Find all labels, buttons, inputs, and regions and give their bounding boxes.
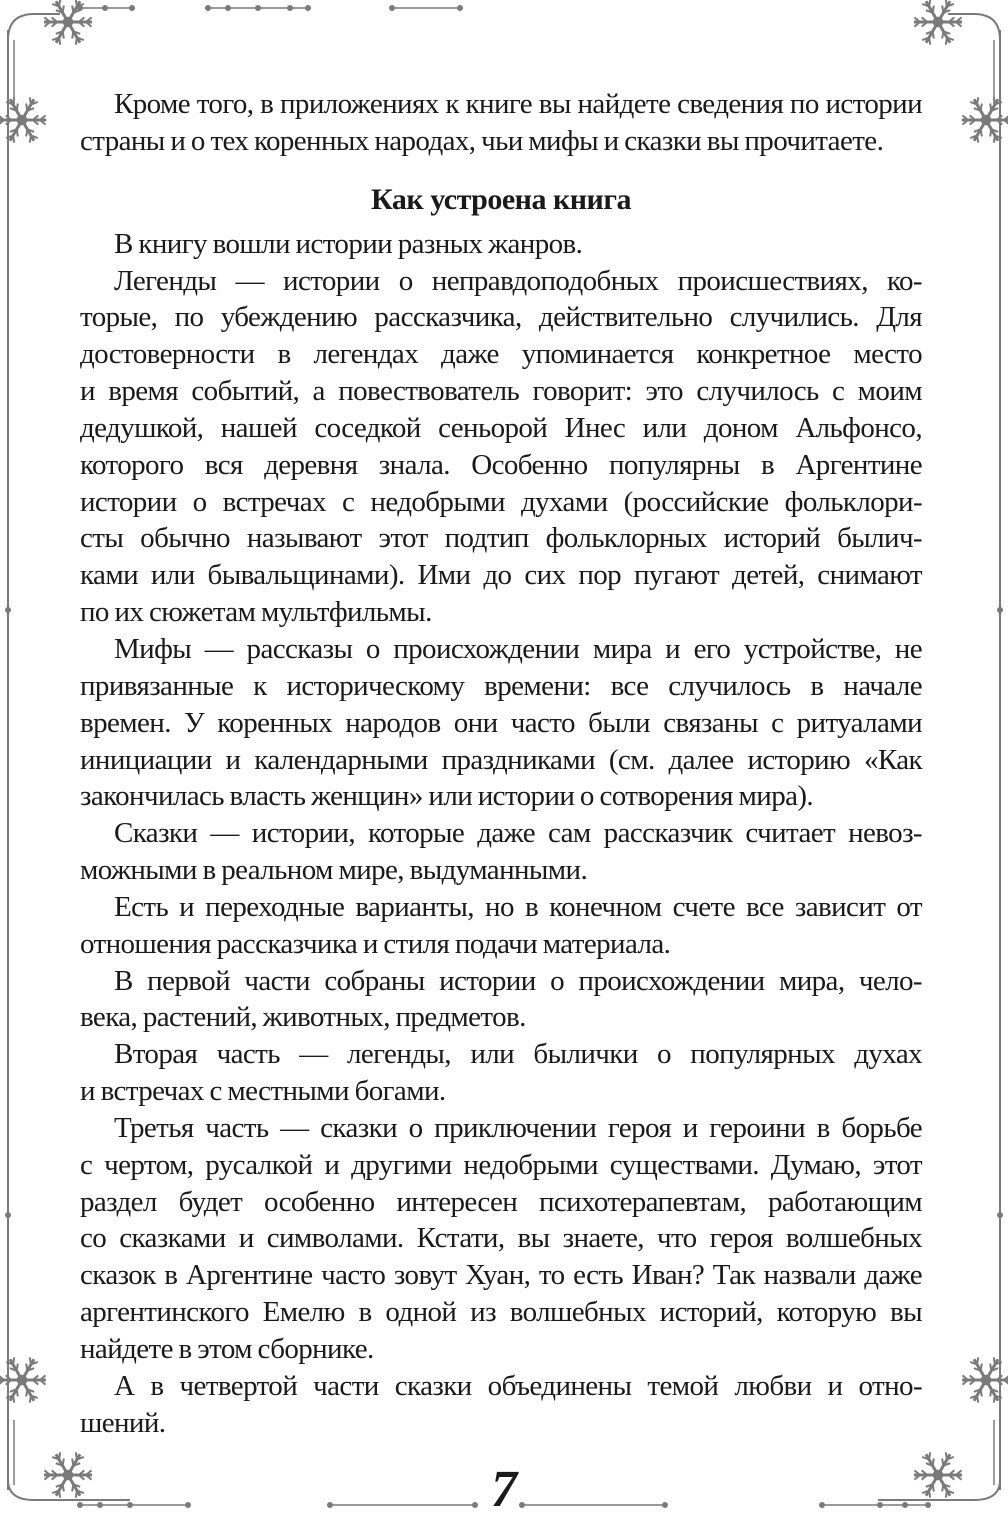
paragraph: [80, 226, 922, 263]
page-body: [80, 86, 922, 1442]
page-number: 7: [491, 1461, 517, 1518]
text-line: В первой части собраны истории о происхождении мира, чело-: [114, 964, 922, 997]
rule-dot: [5, 607, 11, 613]
text-line: раздел будет особенно интересен психотерапевтам, работающим: [80, 1185, 922, 1218]
text-line: дедушкой, нашей соседкой сеньорой Инес или доном Альфонсо,: [80, 411, 922, 444]
text-line: Мифы — рассказы о происхождении мира и его устройстве, не: [114, 632, 922, 665]
text-line: Третья часть — сказки о приключении героя и героини в борьбе: [114, 1111, 922, 1144]
rule-dot: [225, 5, 231, 11]
text-line: В книгу вошли истории разных жанров.: [114, 227, 583, 260]
rule-dot: [5, 1212, 11, 1218]
text-line: найдете в этом сборнике.: [80, 1333, 374, 1365]
paragraph: [80, 1036, 922, 1110]
text-line: инициации и календарными праздниками (см. далее историю «Как: [80, 743, 922, 776]
text-line: закончилась власть женщин» или истории о сотворения мира).: [80, 780, 814, 813]
text-line: истории о встречах с недобрыми духами (российские фольклори-: [80, 485, 922, 518]
text-line: сказок в Аргентине часто зовут Хуан, то есть Иван? Так назвали даже: [80, 1259, 922, 1292]
text-line: Сказки — истории, которые даже сам рассказчик считает невоз-: [114, 817, 922, 850]
snowflake-ornament-icon: [962, 1357, 1008, 1402]
rule-dot: [457, 5, 463, 11]
text-line: сты обычно называют этот подтип фольклорных историй былич-: [80, 522, 922, 555]
text-line: Есть и переходные варианты, но в конечном счете все зависит от: [114, 890, 922, 923]
rule-dot: [129, 5, 135, 11]
text-line: отношения рассказчика и стиля подачи материала.: [80, 927, 671, 960]
text-line: века, растений, животных, предметов.: [80, 1001, 526, 1034]
section-heading: Как устроена книга: [371, 182, 631, 216]
text-line: которого вся деревня знала. Особенно популярны в Аргентине: [80, 448, 922, 481]
rule-dot: [255, 5, 261, 11]
text-line: со сказками и символами. Кстати, вы знаете, что героя волшебных: [80, 1222, 922, 1255]
snowflake-ornament-icon: [962, 97, 1008, 142]
text-line: по их сюжетам мультфильмы.: [80, 596, 432, 629]
text-line: и встречах с местными богами.: [80, 1075, 446, 1108]
text-line: Вторая часть — легенды, или былички о популярных духах: [114, 1038, 922, 1071]
text-line: достоверности в легендах даже упоминается конкретное место: [80, 338, 922, 371]
text-line: можными в реальном мире, выдуманными.: [80, 854, 588, 887]
paragraph: [80, 889, 922, 963]
text-line: Легенды — истории о неправдоподобных происшествиях, ко-: [114, 264, 922, 297]
rule-dot: [287, 5, 293, 11]
paragraph: [80, 263, 922, 631]
corner-curve: [948, 14, 1000, 40]
section-paragraphs: [80, 226, 922, 1442]
text-line: торые, по убеждению рассказчика, действительно случились. Для: [80, 301, 922, 334]
snowflake-ornament-icon: [0, 97, 46, 142]
text-line: и время событий, а повествователь говорит: это случилось с моим: [80, 375, 922, 408]
paragraph: [80, 631, 922, 815]
rule-dot: [305, 5, 311, 11]
rule-dot: [205, 5, 211, 11]
text-line: Кроме того, в приложениях к книге вы найдете сведения по истории: [114, 88, 922, 120]
text-line: аргентинского Емелю в одной из волшебных историй, которую вы: [80, 1296, 922, 1329]
text-line: привязанные к историческому времени: все случилось в начале: [80, 669, 922, 702]
paragraph: [80, 1368, 922, 1442]
text-line: А в четвертой части сказки объединены темой любви и отно-: [114, 1369, 922, 1402]
rule-dot: [389, 5, 395, 11]
paragraph: [80, 1110, 922, 1368]
paragraph: [80, 963, 922, 1037]
snowflake-ornament-icon: [0, 1357, 46, 1402]
text-line: ками или бывальщинами). Ими до сих пор пугают детей, снимают: [80, 559, 922, 592]
snowflake-ornament-icon: [914, 0, 962, 45]
rule-dot: [102, 5, 108, 11]
rule-dot: [997, 607, 1003, 613]
snowflake-ornament-icon: [44, 0, 92, 45]
text-line: страны и о тех коренных народах, чьи мифы и сказки вы прочитаете.: [80, 124, 884, 157]
text-line: времен. У коренных народов они часто были связаны с ритуалами: [80, 706, 922, 739]
text-line: с чертом, русалкой и другими недобрыми существами. Думаю, этот: [80, 1148, 922, 1181]
paragraph: [80, 86, 922, 160]
intro-paragraph: [80, 86, 922, 160]
text-line: шений.: [80, 1406, 166, 1439]
rule-dot: [997, 1212, 1003, 1218]
paragraph: [80, 815, 922, 889]
